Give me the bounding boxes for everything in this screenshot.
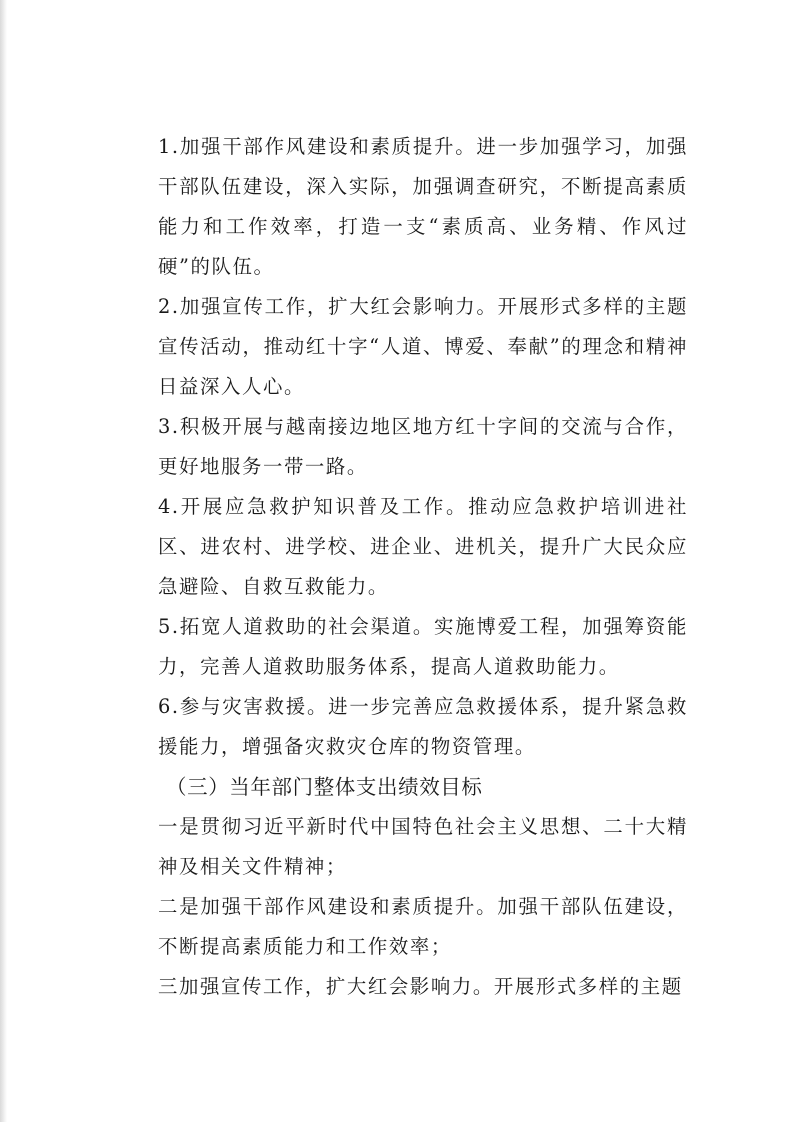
- list-item-5: 5.拓宽人道救助的社会渠道。实施博爱工程，加强筹资能力，完善人道救助服务体系，提高人道救助能力。: [158, 615, 688, 678]
- list-item-1: 1.加强干部作风建设和素质提升。进一步加强学习，加强干部队伍建设，深入实际，加强调查研究，不断提高素质能力和工作效率，打造一支“素质高、业务精、作风过硬”的队伍。: [158, 135, 688, 278]
- scan-edge-shadow: [0, 0, 7, 1122]
- list-item-6: 6.参与灾害救援。进一步完善应急救援体系，提升紧急救援能力，增强备灾救灾仓库的物资管理。: [158, 695, 688, 758]
- list-item-4: 4.开展应急救护知识普及工作。推动应急救护培训进社区、进农村、进学校、进企业、进机关，提升广大民众应急避险、自救互救能力。: [158, 495, 688, 598]
- list-item-3: 3.积极开展与越南接边地区地方红十字间的交流与合作，更好地服务一带一路。: [158, 415, 688, 478]
- document-page: [158, 127, 688, 1007]
- goal-3: 三加强宣传工作，扩大红会影响力。开展形式多样的主题: [158, 975, 683, 998]
- goal-1: 一是贯彻习近平新时代中国特色社会主义思想、二十大精神及相关文件精神；: [158, 815, 688, 878]
- goal-2: 二是加强干部作风建设和素质提升。加强干部队伍建设，不断提高素质能力和工作效率；: [158, 895, 688, 958]
- section-heading: （三）当年部门整体支出绩效目标: [166, 775, 483, 799]
- list-item-2: 2.加强宣传工作，扩大红会影响力。开展形式多样的主题宣传活动，推动红十字“人道、博爱、奉献”的理念和精神日益深入人心。: [158, 295, 688, 398]
